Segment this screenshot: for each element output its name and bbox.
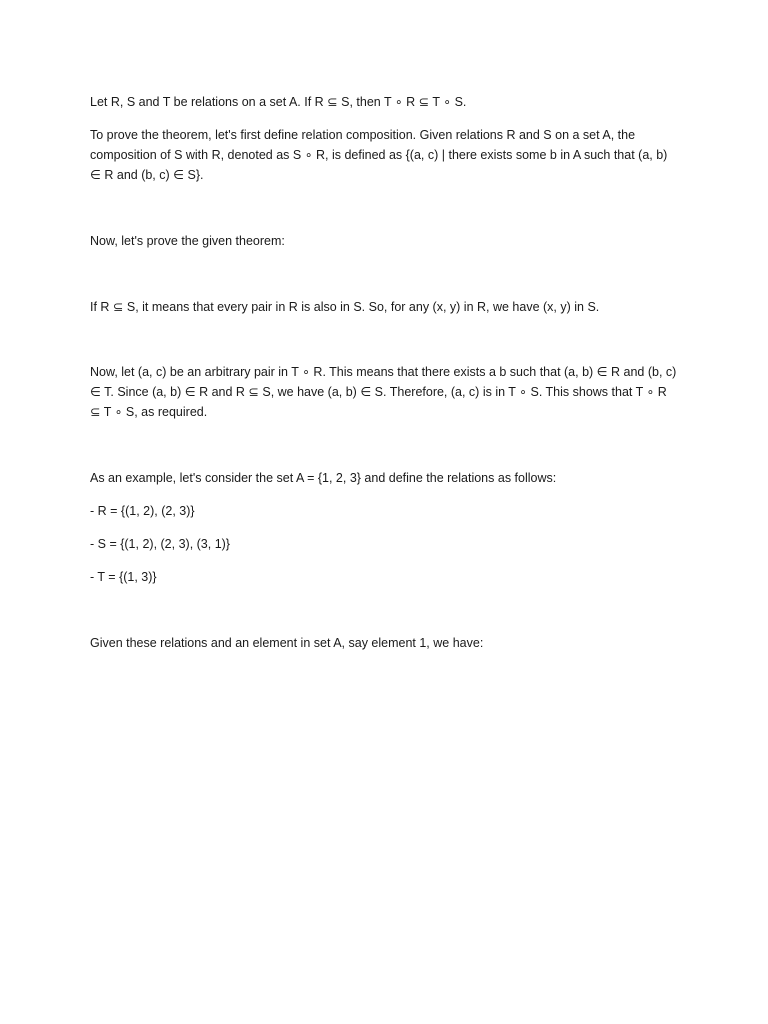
theorem-statement: Let R, S and T be relations on a set A. If R ⊆ S, then T ∘ R ⊆ T ∘ S. [90,95,467,109]
relation-r: - R = {(1, 2), (2, 3)} [90,504,195,518]
proof-body: Now, let (a, c) be an arbitrary pair in T ∘ R. This means that there exists a b such that (a, b) ∈ R and (b, c) ∈ T. Since (a, b) ∈ R and R ⊆ S, we have (a, b) ∈ S. Therefore, (a, c) is in T ∘ S. This shows that T ∘ R ⊆ T ∘ S, as required. [90,365,677,419]
subset-explanation: If R ⊆ S, it means that every pair in R is also in S. So, for any (x, y) in R, we have (x, y) in S. [90,300,600,314]
relation-t: - T = {(1, 3)} [90,570,157,584]
relation-s: - S = {(1, 2), (2, 3), (3, 1)} [90,537,230,551]
example-intro: As an example, let's consider the set A = {1, 2, 3} and define the relations as follows: [90,471,557,485]
proof-intro: Now, let's prove the given theorem: [90,234,285,248]
composition-definition: To prove the theorem, let's first define relation composition. Given relations R and S on a set A, the composition of S with R, denoted as S ∘ R, is defined as {(a, c) | there exists some b in A such that (a, b) ∈ R and (b, c) ∈ S}. [90,128,668,182]
closing-statement: Given these relations and an element in set A, say element 1, we have: [90,636,484,650]
